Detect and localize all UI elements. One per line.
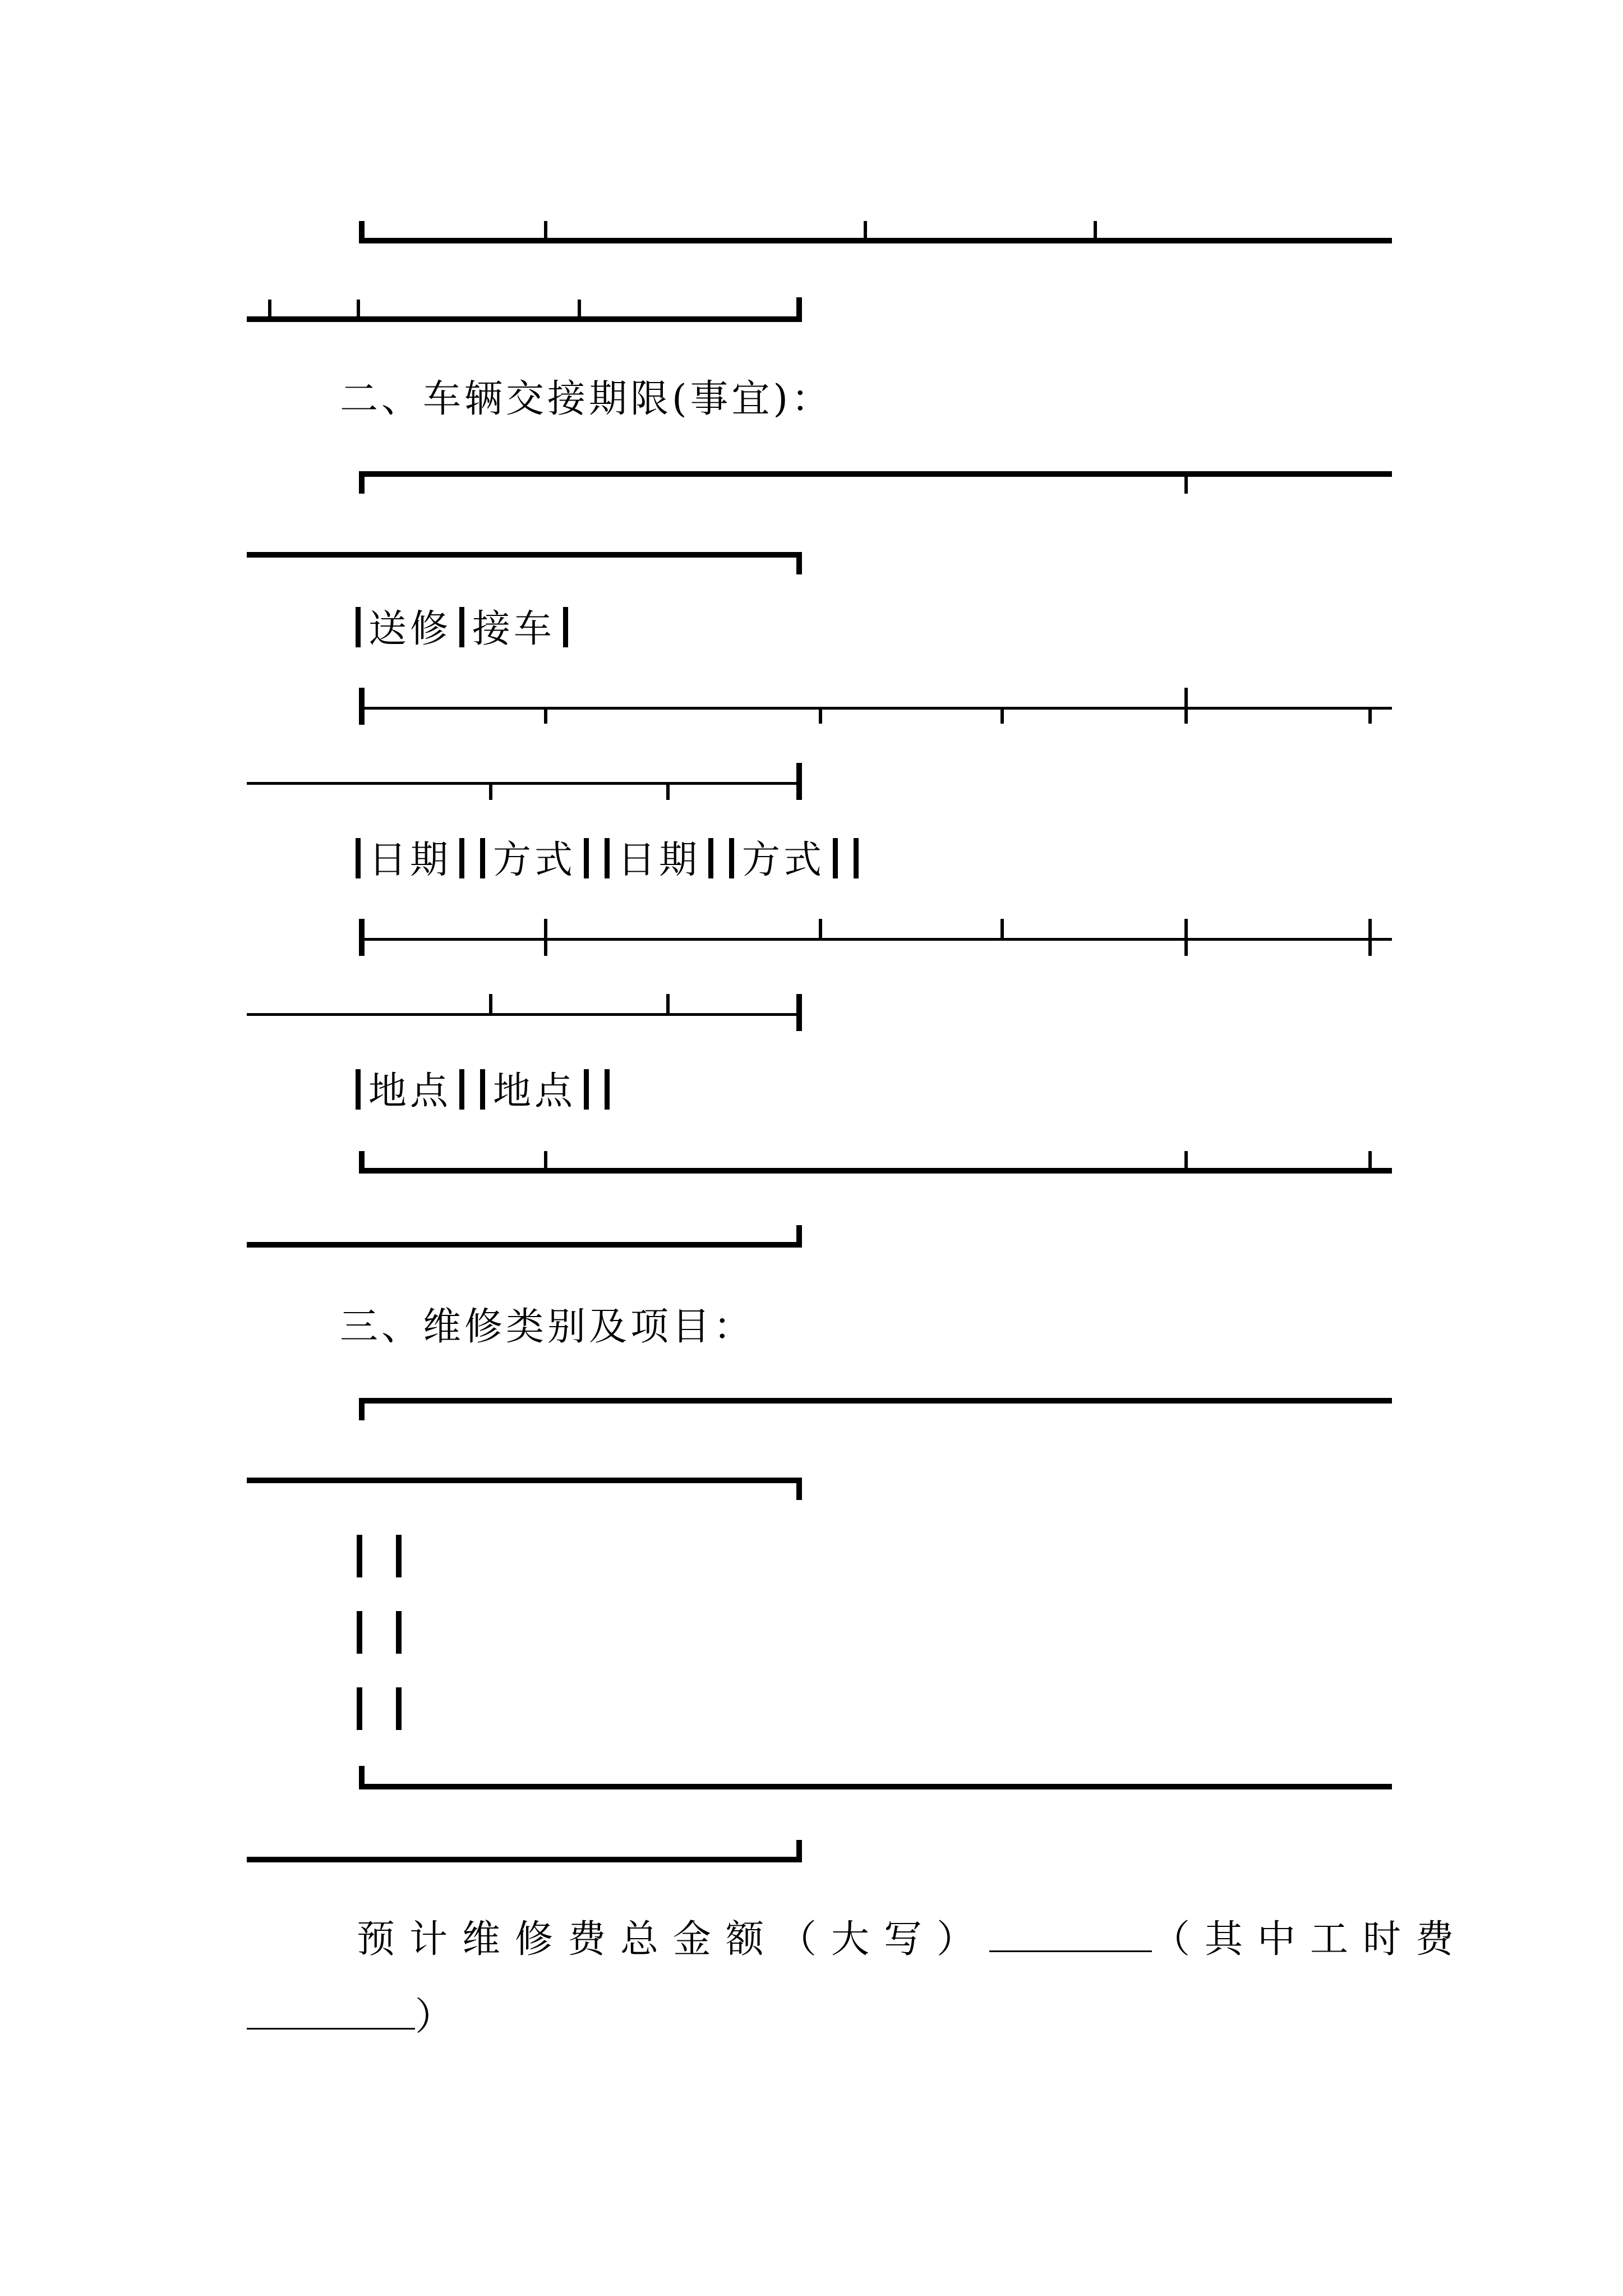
table-border [359, 1784, 1392, 1789]
table-border [359, 1398, 365, 1420]
table-border [796, 1225, 802, 1248]
table-border [359, 471, 365, 494]
header-pickup: 接车 [472, 607, 556, 651]
cell-method-send: 方式 [493, 838, 577, 882]
table-border [796, 763, 802, 800]
table-border [1000, 708, 1004, 724]
cost-line [357, 1917, 1468, 1962]
table-border [359, 1168, 1392, 1174]
table-border [1184, 477, 1188, 494]
table-border [357, 300, 360, 316]
cell-location-send: 地点 [368, 1069, 452, 1114]
cell-method-pickup: 方式 [742, 838, 826, 882]
table-border [359, 238, 1392, 243]
table-border [247, 552, 802, 558]
table-border [359, 1151, 365, 1174]
table-border [247, 1857, 802, 1862]
table-border [357, 1687, 362, 1730]
table-border [666, 994, 670, 1013]
table-border [268, 300, 271, 316]
table-border [359, 471, 1392, 477]
table-border [396, 1687, 402, 1730]
table-border [1094, 221, 1097, 238]
table-border [1368, 708, 1372, 724]
table-border [359, 938, 1392, 941]
table-border [359, 707, 1392, 710]
table-border [578, 300, 581, 316]
cell-date-pickup: 日期 [617, 838, 701, 882]
table-border [666, 783, 670, 800]
table-border [796, 1478, 802, 1500]
table-border [1184, 919, 1188, 956]
table-border [357, 1535, 362, 1577]
section-3-title: 三、维修类别及项目： [340, 1305, 755, 1349]
table-border [864, 221, 867, 238]
table-border [544, 1151, 547, 1168]
labor-cost-label: （其中工时费 [1152, 1917, 1469, 1962]
table-border [359, 1398, 1392, 1404]
table-border [544, 221, 547, 238]
table-border [1000, 919, 1004, 938]
table-border [359, 1766, 365, 1789]
table-border [1368, 1151, 1372, 1168]
header-send: 送修 [368, 607, 452, 651]
table-border [359, 919, 365, 956]
cell-location-pickup: 地点 [493, 1069, 577, 1114]
table-border [396, 1611, 402, 1654]
table-header-row [348, 607, 576, 652]
total-cost-blank[interactable] [989, 1950, 1152, 1952]
total-cost-label: 预计维修费总金额（大写） [357, 1917, 990, 1962]
table-row [348, 838, 866, 883]
table-border [359, 221, 365, 243]
table-border [796, 994, 802, 1031]
table-border [247, 1478, 802, 1483]
table-border [489, 994, 492, 1013]
section-2-title: 二、车辆交接期限(事宜)： [340, 377, 833, 421]
table-border [796, 1840, 802, 1862]
table-border [819, 708, 822, 724]
table-border [396, 1535, 402, 1577]
table-border [247, 1013, 802, 1016]
table-border [544, 919, 547, 956]
table-border [357, 1611, 362, 1654]
table-border [247, 316, 802, 322]
table-row [348, 1069, 617, 1114]
table-border [247, 782, 802, 785]
table-border [1184, 688, 1188, 724]
cost-line-2 [247, 1995, 457, 2040]
table-border [1184, 1151, 1188, 1168]
table-border [359, 688, 365, 725]
table-border [796, 552, 802, 574]
table-border [247, 1242, 802, 1248]
table-border [489, 783, 492, 800]
table-border [819, 919, 822, 938]
table-border [1368, 919, 1372, 956]
table-border [796, 297, 802, 322]
cell-date-send: 日期 [368, 838, 452, 882]
labor-cost-blank[interactable] [247, 2028, 415, 2030]
labor-cost-close: ） [415, 1995, 457, 2039]
table-border [544, 708, 547, 724]
